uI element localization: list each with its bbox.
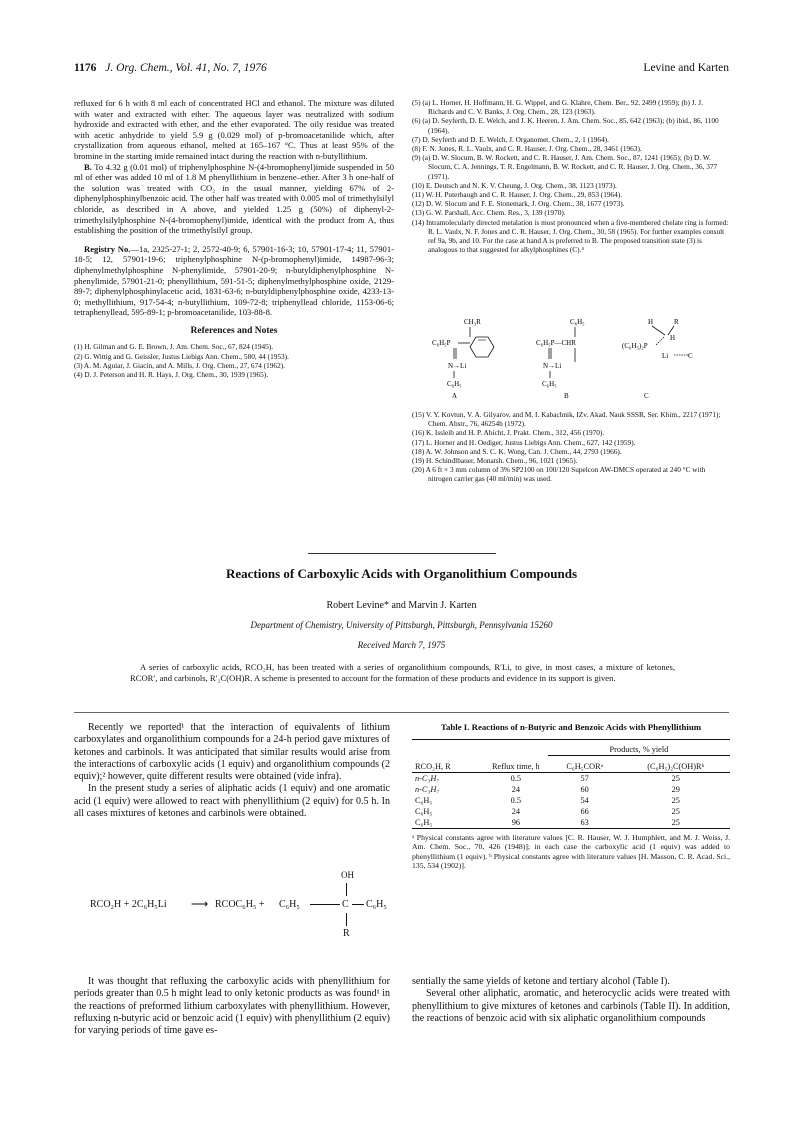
body-left-column-lower (74, 976, 390, 1037)
reference-item: (16) K. Issleib and H. P. Abicht, J. Prakt. Chem., 312, 456 (1970). (412, 428, 605, 438)
table-1-header: C₆H₅CORᵃ (566, 761, 603, 771)
structure-a-top: CH₃R (464, 318, 481, 326)
structure-c-c: C (688, 352, 693, 360)
structure-c-r: R (674, 318, 679, 326)
page-number: 1176 (74, 62, 97, 74)
section-divider (308, 553, 496, 554)
body-paragraph: sentially the same yields of ketone and tertiary alcohol (Table I). (412, 976, 670, 987)
structure-b-n: N→Li (543, 362, 562, 370)
reference-item: (12) D. W. Slocum and F. E. Stonemark, J. Org. Chem., 38, 1677 (1973). (412, 199, 625, 209)
reference-item: (20) A 6 ft × 3 mm column of 3% SP2100 on 100/120 Supelcon AW-DMCS operated at 240 °C with nitrogen carrier gas (40 ml/min) was used. (412, 465, 706, 484)
reference-item: (13) G. W. Parshall, Acc. Chem. Res., 3, 139 (1970). (412, 208, 566, 218)
references-heading: References and Notes (190, 325, 278, 336)
reference-item: (17) L. Horner and H. Oediger, Justus Liebigs Ann. Chem., 627, 142 (1959). (412, 437, 636, 447)
journal-citation: J. Org. Chem., Vol. 41, No. 7, 1976 (105, 62, 267, 74)
references-list-right-a (412, 98, 730, 254)
table-1-caption: Table I. Reactions of n-Butyric and Benzoic Acids with Phenyllithium (440, 722, 702, 732)
equation-phenyl-right: C₆H₅ (366, 899, 387, 910)
reference-item: (6) (a) D. Seyferth, D. E. Welch, and J. K. Heeren, J. Am. Chem. Soc., 85, 642 (1963); (b) ibid., 86, 1100 (1964). (412, 116, 719, 135)
equation-ketone: RCOC₆H₅ + (215, 899, 265, 910)
body-paragraph: Recently we reported¹ that the interaction of equivalents of lithium carboxylates and organolithium compounds for a 24-h period gave mixtures of ketones and carbinols. It was anticipated that similar results would arise from the interactions of carboxylic acids (1 equiv) and organolithium compounds (2 equiv);² however, quite different results were obtained (vide infra). (74, 722, 390, 783)
structure-a-phosphorus: C₆H₅P (432, 339, 451, 347)
paragraph-b: B. To 4.32 g (0.01 mol) of triphenylphosphine N-(4-bromophenyl)imide suspended in 50 ml of ether was added 10 ml of 1.8 M phenyllithium in benzene–ether. After 3 h one-half of the solution was treated with CO₂ in the usual manner, yielding 67% of 2-diphenylphosphinylbenzoic acid. The other half was treated with 0.005 mol of trimethylsilyl chloride, as described in A above, and yielded 1.25 g (50%) of diphenyl-2-trimethylsilylphosphine N-(4-bromophenyl)imide, identical with the product from A, thus establishing the position of the trimethylsilyl group. (74, 161, 394, 236)
structure-c-phosphorus: (C₆H₅)₂P (622, 342, 648, 350)
reference-item: (3) A. M. Aguiar, J. Giacin, and A. Mills, J. Org. Chem., 27, 674 (1962). (74, 360, 285, 370)
article-authors: Robert Levine* and Marvin J. Karten (326, 600, 477, 611)
paragraph-continued: refluxed for 6 h with 8 ml each of concentrated HCl and ethanol. The mixture was diluted with water and extracted with ether. The aqueous layer was neutralized with sodium hydroxide and extracted with ether, and the ether evaporated. The oily residue was treated with acetic anhydride to yield 5.9 g (0.029 mol) of p-bromoacetanilide which, after crystallization from aqueous ethanol, melted at 165–167 °C. Thus at least 95% of the bromine in the starting imide remained intact during the reaction with n-butyllithium. (74, 98, 394, 161)
body-paragraph: It was thought that refluxing the carboxylic acids with phenyllithium for periods greater than 0.5 h might lead to only ketonic products as was found¹ in the reactions of preformed lithium carboxylates with phenyllithium. However, refluxing n-butyric acid or benzoic acid (1 equiv) with phenyllithium (2 equiv) for varying periods of time gave es- (74, 976, 390, 1037)
equation-reactants: RCO₂H + 2C₆H₅Li (90, 899, 167, 910)
body-paragraph: In the present study a series of aliphatic acids (1 equiv) and one aromatic acid (1 equiv) were allowed to react with phenyllithium (2 equiv) for 0.5 h. In all cases mixtures of ketones and carbinols were obtained. (74, 783, 390, 820)
references-list-left (74, 342, 394, 379)
equation-phenyl-left: C₆H₅ (279, 899, 300, 910)
reference-item: (2) G. Wittig and G. Geissler, Justus Liebigs Ann. Chem., 580, 44 (1953). (74, 351, 289, 361)
equation-carbon: C (342, 899, 349, 910)
structure-c-hh: H (670, 334, 676, 342)
table-row: n-C₃H₇ 24 60 29 (415, 784, 680, 794)
reference-item: (9) (a) D. W. Slocum, B. W. Rockett, and C. R. Hauser, J. Am. Chem. Soc., 87, 1241 (1965); (b) D. W. Slocum, C. A. Jennings, T. R. Engelmann, B. W. Rockett, and C. R. Hauser, J. Org. Chem., 36, 377 (1971). (412, 153, 718, 181)
structure-b-bottom: C₆H₅ (542, 380, 557, 388)
structures-figure (412, 315, 730, 407)
table-row: C₆H₅ 96 63 25 (412, 817, 730, 829)
reference-item: (15) V. Y. Kovtun, V. A. Gilyarov, and M. I. Kabachnik, IZv. Akad. Nauk SSSR, Ser. Khim., 2217 (1971); Chem. Abstr., 76, 46254h (1972). (412, 410, 721, 429)
abstract: A series of carboxylic acids, RCO₂H, has been treated with a series of organolithium compounds, R′Li, to give, in most cases, a mixture of ketones, RCOR′, and carbinols, R′₂C(OH)R. A scheme is presented to account for the formation of these products and evidence in its support is given. (130, 662, 675, 683)
reference-item: (5) (a) L. Horner, H. Hoffmann, H. G. Wippel, and G. Klahre, Chem. Ber., 92, 2499 (1959); (b) J. J. Richards and C. V. Banks, J. Org. Chem., 28, 123 (1963). (412, 98, 703, 117)
table-1-header: Reflux time, h (492, 761, 540, 771)
structure-b-label: B (564, 392, 569, 400)
table-1-footnotes: ᵃ Physical constants agree with literature values [C. R. Hauser, W. J. Humphlett, and M. J. Weiss, J. Am. Chem. Soc., 70, 426 (1948)]; in each case the carboxylic acid (1 equiv) was added to phenyllithium (1 equiv). ᵇ Physical constants agree with literature values [H. Masson, C. R. Acad. Sci., 135, 534 (1902)]. (412, 832, 730, 870)
table-1-group-header: Products, % yield (548, 740, 730, 756)
received-date: Received March 7, 1975 (357, 640, 446, 650)
equation-r: R (343, 928, 350, 939)
structure-b-phosphorus: C₆H₅P—CHR (536, 339, 576, 347)
reference-item: (8) F. N. Jones, R. L. Vaulx, and C. R. Hauser, J. Org. Chem., 28, 3461 (1963). (412, 144, 642, 154)
reference-item: (14) Intramolecularly directed metalation is most pronounced when a five-membered chelate ring is formed: R. L. Vaulx, N. F. Jones and C. R. Hauser, J. Org. Chem., 30, 58 (1965). For further examples consult ref 9a, 9b, and 10. For the case at hand A is preferred to B. The proposed transition state (3) is analogous to that suggested for alkylphosphines (C).⁴ (412, 217, 729, 255)
table-1-header: RCO₂H, R (415, 761, 451, 771)
reference-item: (10) E. Deutsch and N. K. V. Cheung, J. Org. Chem., 38, 1123 (1973). (412, 180, 617, 190)
reference-item: (11) W. H. Puterbaugh and C. R. Hauser, J. Org. Chem., 29, 853 (1964). (412, 190, 623, 200)
table-row: C₆H₅ 0.5 54 25 (415, 795, 680, 805)
structure-c-li: Li (662, 352, 669, 360)
structure-a-label: A (452, 392, 458, 400)
references-list-right-b (412, 410, 730, 484)
reference-item: (1) H. Gilman and G. E. Brown, J. Am. Chem. Soc., 67, 824 (1945). (74, 342, 274, 352)
article-affiliation: Department of Chemistry, University of Pittsburgh, Pittsburgh, Pennsylvania 15260 (250, 620, 553, 630)
table-1 (412, 739, 730, 829)
body-left-column (74, 722, 390, 820)
equation-oh: OH (341, 870, 354, 880)
registry-numbers: Registry No.—1a, 2325-27-1; 2, 2572-40-9; 6, 57901-16-3; 10, 57901-17-4; 11, 57901-18-5; 12, 57901-19-6; triphenylphosphine N-(p-bromophenyl)imide, 14987-96-3; diphenylmethylphosphine N-phenylimide, 57901-20-9; n-butyldiphenylphosphine N-phenylimide, 57901-21-0; phenyllithium, 591-51-5; diphenylmethylphosphine oxide, 2129-89-7; diphenylphosphinylacetic acid, 1831-63-6; n-butyldiphenylphosphine oxide, 4233-13-0; methyllithium, 917-54-4; n-butyllithium, 109-72-8; triphenyllead chloride, 1153-06-6; tetraphenyllead, 595-89-1; p-bromoacetanilide, 103-88-8. (74, 243, 394, 318)
structure-a-n: N→Li (448, 362, 467, 370)
structure-a-bottom: C₆H₅ (447, 380, 462, 388)
reaction-equation (90, 870, 390, 960)
running-head: Levine and Karten (643, 62, 729, 74)
structure-c-label: C (644, 392, 649, 400)
body-right-column (412, 976, 730, 1025)
table-row: n-C₃H₇ 0.5 57 25 (415, 773, 680, 783)
reference-item: (7) D. Seyferth and D. E. Welch, J. Organomet. Chem., 2, 1 (1964). (412, 134, 609, 144)
reference-item: (4) D. J. Peterson and H. R. Hays, J. Org. Chem., 30, 1939 (1965). (74, 370, 269, 380)
left-top-column (74, 98, 394, 379)
body-paragraph: Several other aliphatic, aromatic, and heterocyclic acids were treated with phenyllithium to give mixtures of ketones and carbinols (Table II). In addition, the reactions of benzoic acid with six aliphatic organolithium compounds (412, 988, 730, 1024)
structure-c-h: H (648, 318, 654, 326)
table-1-block (412, 722, 730, 871)
reaction-arrow-icon: ⟶ (191, 897, 209, 911)
abstract-divider (74, 712, 729, 713)
structure-b-top: C₆H₅ (570, 318, 585, 326)
table-1-header: (C₆H₅)₂C(OH)Rᵇ (647, 761, 705, 771)
reference-item: (18) A. W. Johnson and S. C. K. Wong, Can. J. Chem., 44, 2793 (1966). (412, 446, 622, 456)
page-header (74, 62, 729, 78)
reference-item: (19) H. Schindlbauer, Monatsh. Chem., 96, 1021 (1965). (412, 456, 578, 466)
article-title: Reactions of Carboxylic Acids with Organolithium Compounds (225, 566, 578, 581)
table-row: C₆H₅ 24 66 25 (415, 806, 680, 816)
